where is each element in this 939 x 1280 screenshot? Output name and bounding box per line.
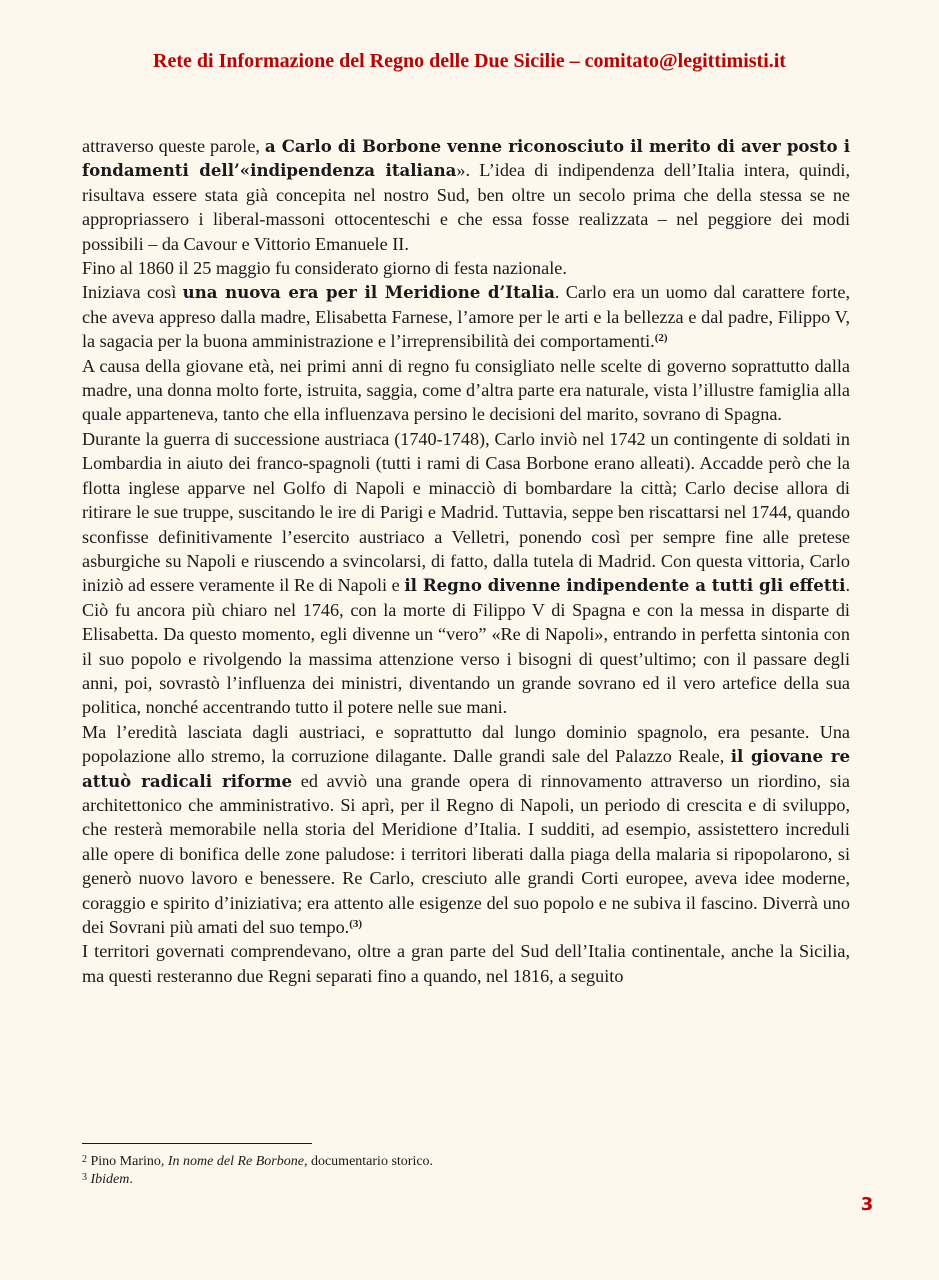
footnote-separator	[82, 1143, 312, 1144]
footnote-3: $^3$ Ibidem.	[82, 1172, 133, 1187]
bold-phrase: una nuova era per il Meridione d’Italia	[182, 282, 555, 303]
paragraph-2: Fino al 1860 il 25 maggio fu considerato giorno di festa nazionale.	[82, 258, 567, 279]
page-number: 3	[860, 1194, 874, 1215]
footnotes	[82, 1153, 850, 1189]
paragraph-4: A causa della giovane età, nei primi anni di regno fu consigliato nelle scelte di governo soprattutto dalla madre, una donna molto forte, istruita, saggia, come d’altra parte era naturale, vista l’illustre famiglia alla quale apparteneva, tanto che ella influenzava persino le decisioni del marito, sovrano di Spagna.	[82, 355, 850, 425]
footnote-ref-2[interactable]: (2)	[654, 332, 668, 345]
paragraph-1: attraverso queste parole, a Carlo di Borbone venne riconosciuto il merito di aver posto i fondamenti dell’«indipendenza italiana». L’idea di indipendenza dell’Italia intera, quindi, risultava essere stata già concepita nel nostro Sud, ben oltre un secolo prima che della stessa se ne appropriassero i liberal-massoni ottocenteschi e che essa fosse realizzata – nel peggiore dei modi possibili – da Cavour e Vittorio Emanuele II.	[82, 136, 851, 254]
paragraph-5: Durante la guerra di successione austriaca (1740-1748), Carlo inviò nel 1742 un contingente di soldati in Lombardia in aiuto dei franco-spagnoli (tutti i rami di Casa Borbone erano alleati). Accadde però che la flotta inglese apparve nel Golfo di Napoli e minacciò di bombardare la città; Carlo decise allora di ritirare le sue truppe, suscitando le ire di Parigi e Madrid. Tuttavia, seppe ben riscattarsi nel 1744, quando sconfisse definitivamente l’esercito austriaco a Velletri, ponendo così per sempre fine alle pretese asburgiche su Napoli e riuscendo a svincolarsi, di fatto, dalla tutela di Madrid. Con questa vittoria, Carlo iniziò ad essere veramente il Re di Napoli e il Regno divenne indipendente a tutti gli effetti. Ciò fu ancora più chiaro nel 1746, con la morte di Filippo V di Spagna e con la messa in disparte di Elisabetta. Da questo momento, egli divenne un “vero” «Re di Napoli», entrando in perfetta sintonia con il suo popolo e rivolgendo la massima attenzione verso i bisogni di quest’ultimo; con il passare degli anni, poi, sovrastò l’influenza dei ministri, diventando un grande sovrano ed il vero artefice della sua politica, nonché accentrando tutto il potere nelle sue mani.	[82, 428, 851, 718]
paragraph-6: Ma l’eredità lasciata dagli austriaci, e soprattutto dal lungo dominio spagnolo, era pesante. Una popolazione allo stremo, la corruzione dilagante. Dalle grandi sale del Palazzo Reale, il giovane re attuò radicali riforme ed avviò una grande opera di rinnovamento attraverso un riordino, sia architettonico che amministrativo. Si aprì, per il Regno di Napoli, un periodo di crescita e di sviluppo, che resterà memorabile nella storia del Meridione d’Italia. I sudditi, ad esempio, assistettero increduli alle opere di bonifica delle zone paludose: i territori liberati dalla piaga della malaria si ripopolarono, si generò nuovo lavoro e benessere. Re Carlo, cresciuto alle grandi Corti europee, aveva idee moderne, coraggio e spirito d’iniziativa; era attento alle esigenze del suo popolo e ne subiva il fascino. Diverrà uno dei Sovrani più amati del suo tempo.$^{(3)}$	[82, 721, 851, 937]
bold-phrase: il Regno divenne indipendente a tutti gli effetti	[404, 575, 846, 596]
article-body	[82, 134, 850, 988]
paragraph-7: I territori governati comprendevano, oltre a gran parte del Sud dell’Italia continentale, anche la Sicilia, ma questi resteranno due Regni separati fino a quando, nel 1816, a seguito	[82, 941, 850, 986]
bold-phrase: a Carlo di Borbone venne riconosciuto il merito di aver posto i fondamenti dell’«indipendenza italiana	[82, 136, 851, 181]
footnote-2: $^2$ Pino Marino, In nome del Re Borbone, documentario storico.	[82, 1154, 434, 1169]
footnote-ref-3[interactable]: (3)	[349, 918, 363, 930]
bold-phrase: il giovane re attuò radicali riforme	[82, 746, 851, 791]
paragraph-3: Iniziava così una nuova era per il Meridione d’Italia. Carlo era un uomo dal carattere forte, che aveva appreso dalla madre, Elisabetta Farnese, l’amore per le arti e la bellezza e dal padre, Filippo V, la sagacia per la buona amministrazione e l’irreprensibilità dei comportamenti.$^{(2)}$	[82, 282, 851, 352]
page-header: Rete di Informazione del Regno delle Due Sicilie – comitato@legittimisti.it	[153, 50, 786, 72]
